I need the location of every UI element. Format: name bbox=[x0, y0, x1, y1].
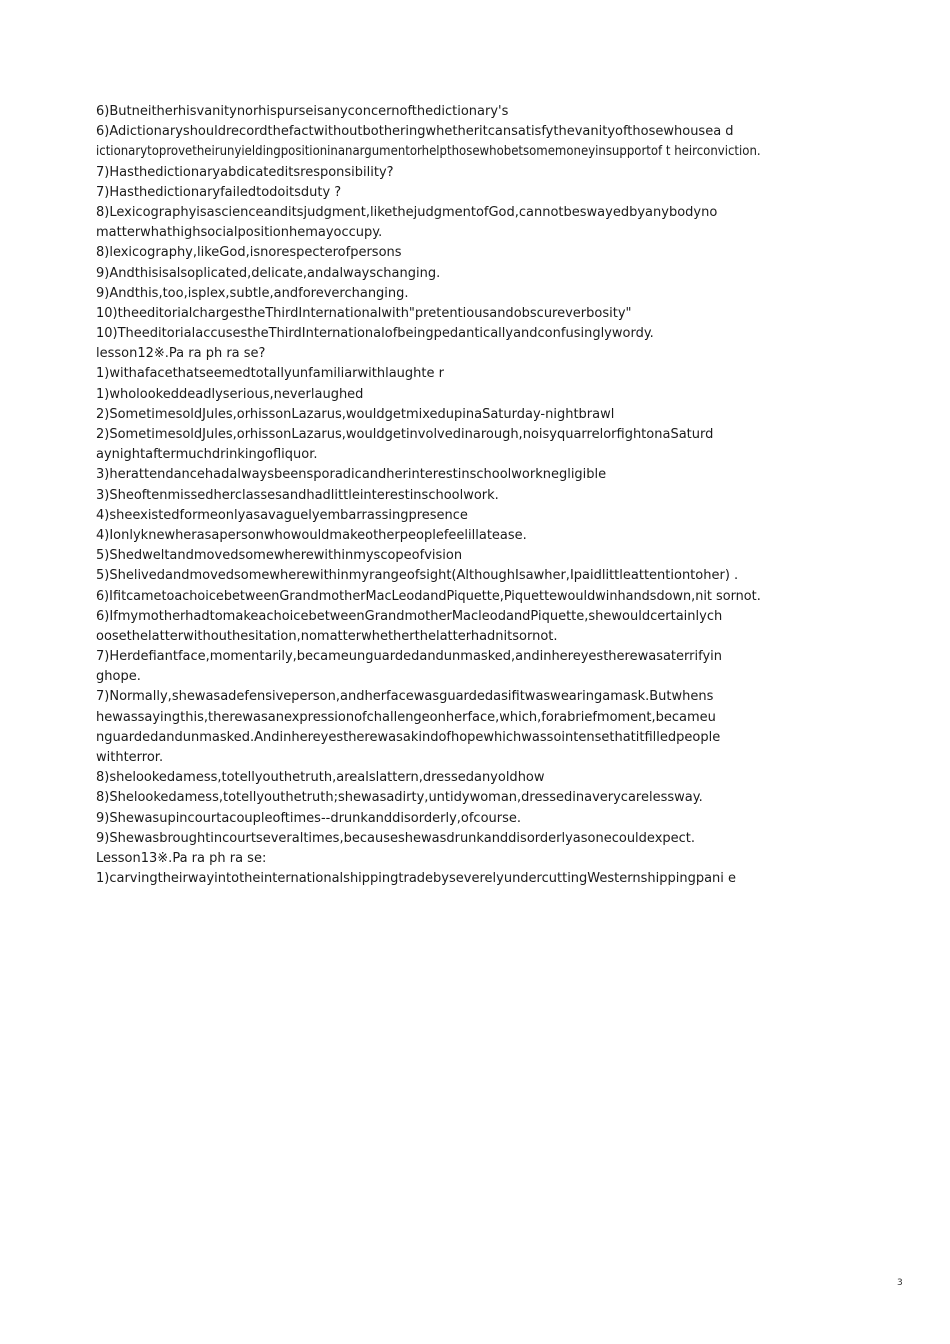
paraphrase-text-block bbox=[96, 102, 761, 889]
text-line: nguardedandunmasked.Andinhereyestherewasakindofhopewhichwassointensethatitfilledpeople bbox=[96, 729, 721, 745]
text-line: 1)withafacethatseemedtotallyunfamiliarwithlaughte r bbox=[96, 366, 444, 382]
text-line: 6)Butneitherhisvanitynorhispurseisanyconcernofthedictionary's bbox=[96, 104, 509, 119]
text-line: ghope. bbox=[96, 669, 141, 685]
lesson-heading: lesson12※.Pa ra ph ra se? bbox=[96, 346, 266, 362]
text-line: 8)lexicography,likeGod,isnorespecterofpersons bbox=[96, 245, 402, 261]
text-line: 8)Lexicographyisascienceanditsjudgment,likethejudgmentofGod,cannotbeswayedbyanybodyno bbox=[96, 204, 718, 220]
text-line: 9)Andthis,too,isplex,subtle,andforeverchanging. bbox=[96, 285, 409, 301]
text-line: 7)Hasthedictionaryabdicateditsresponsibility? bbox=[96, 164, 394, 180]
text-line: withterror. bbox=[96, 750, 164, 765]
text-line: 2)SometimesoldJules,orhissonLazarus,wouldgetmixedupinaSaturday-nightbrawl bbox=[96, 406, 615, 422]
text-line: 2)SometimesoldJules,orhissonLazarus,wouldgetinvolvedinarough,noisyquarrelorfightonaSaturd bbox=[96, 427, 714, 442]
text-line: 10)theeditorialchargestheThirdInternationalwith"pretentiousandobscureverbosity" bbox=[96, 305, 632, 321]
text-line: 9)Shewasupincourtacoupleoftimes--drunkanddisorderly,ofcourse. bbox=[96, 810, 522, 826]
text-line: aynightaftermuchdrinkingofliquor. bbox=[96, 447, 318, 463]
text-line: 8)Shelookedamess,totellyouthetruth;shewasadirty,untidywoman,dressedinaverycarelessway. bbox=[96, 790, 703, 806]
lesson-heading: Lesson13※.Pa ra ph ra se: bbox=[96, 850, 267, 866]
text-line: 1)carvingtheirwayintotheinternationalshippingtradebyseverelyundercuttingWesternshippingpani e bbox=[96, 871, 737, 887]
text-line: 4)sheexistedformeonlyasavaguelyembarrassingpresence bbox=[96, 507, 468, 523]
text-line: 6)IfmymotherhadtomakeachoicebetweenGrandmotherMacleodandPiquette,shewouldcertainlych bbox=[96, 608, 723, 624]
text-line: 5)Shelivedandmovedsomewherewithinmyrangeofsight(AlthoughIsawher,Ipaidlittleattentiontoher) . bbox=[96, 568, 739, 584]
text-line: 9)Andthisisalsoplicated,delicate,andalwayschanging. bbox=[96, 265, 441, 281]
text-line: 9)Shewasbroughtincourtseveraltimes,becauseshewasdrunkanddisorderlyasonecouldexpect. bbox=[96, 830, 696, 846]
text-line: matterwhathighsocialpositionhemayoccupy. bbox=[96, 225, 383, 241]
text-line: 10)TheeditorialaccusestheThirdInternationalofbeingpedanticallyandconfusinglywordy. bbox=[96, 326, 654, 342]
text-line: ictionarytoprovetheirunyieldingpositioninanargumentorhelpthosewhobetsomemoneyinsupportof t heirconviction. bbox=[96, 144, 761, 160]
text-line: oosethelatterwithouthesitation,nomatterwhetherthelatterhadnitsornot. bbox=[96, 628, 558, 644]
text-line: 6)IfitcametoachoicebetweenGrandmotherMacLeodandPiquette,Piquettewouldwinhandsdown,nit sornot. bbox=[96, 588, 761, 604]
text-line: 3)Sheoftenmissedherclassesandhadlittleinterestinschoolwork. bbox=[96, 487, 499, 503]
text-line: 6)Adictionaryshouldrecordthefactwithoutbotheringwhetheritcansatisfythevanityofthosewhousea d bbox=[96, 124, 734, 140]
text-line: 4)Ionlyknewherasapersonwhowouldmakeotherpeoplefeelillatease. bbox=[96, 527, 527, 543]
text-line: 1)wholookeddeadlyserious,neverlaughed bbox=[96, 386, 364, 402]
text-line: 5)Shedweltandmovedsomewherewithinmyscopeofvision bbox=[96, 548, 463, 564]
page-number: 3 bbox=[897, 1278, 903, 1288]
text-line: 3)herattendancehadalwaysbeensporadicandherinterestinschoolworknegligible bbox=[96, 467, 607, 483]
text-line: 7)Normally,shewasadefensiveperson,andherfacewasguardedasifitwaswearingamask.Butwhens bbox=[96, 689, 714, 705]
text-line: 8)shelookedamess,totellyouthetruth,arealslattern,dressedanyoldhow bbox=[96, 770, 545, 786]
text-line: hewassayingthis,therewasanexpressionofchallengeonherface,which,forabriefmoment,becameu bbox=[96, 709, 716, 725]
text-line: 7)Herdefiantface,momentarily,becameunguardedandunmasked,andinhereyestherewasaterrifyin bbox=[96, 649, 722, 665]
text-line: 7)Hasthedictionaryfailedtodoitsduty ? bbox=[96, 184, 342, 200]
